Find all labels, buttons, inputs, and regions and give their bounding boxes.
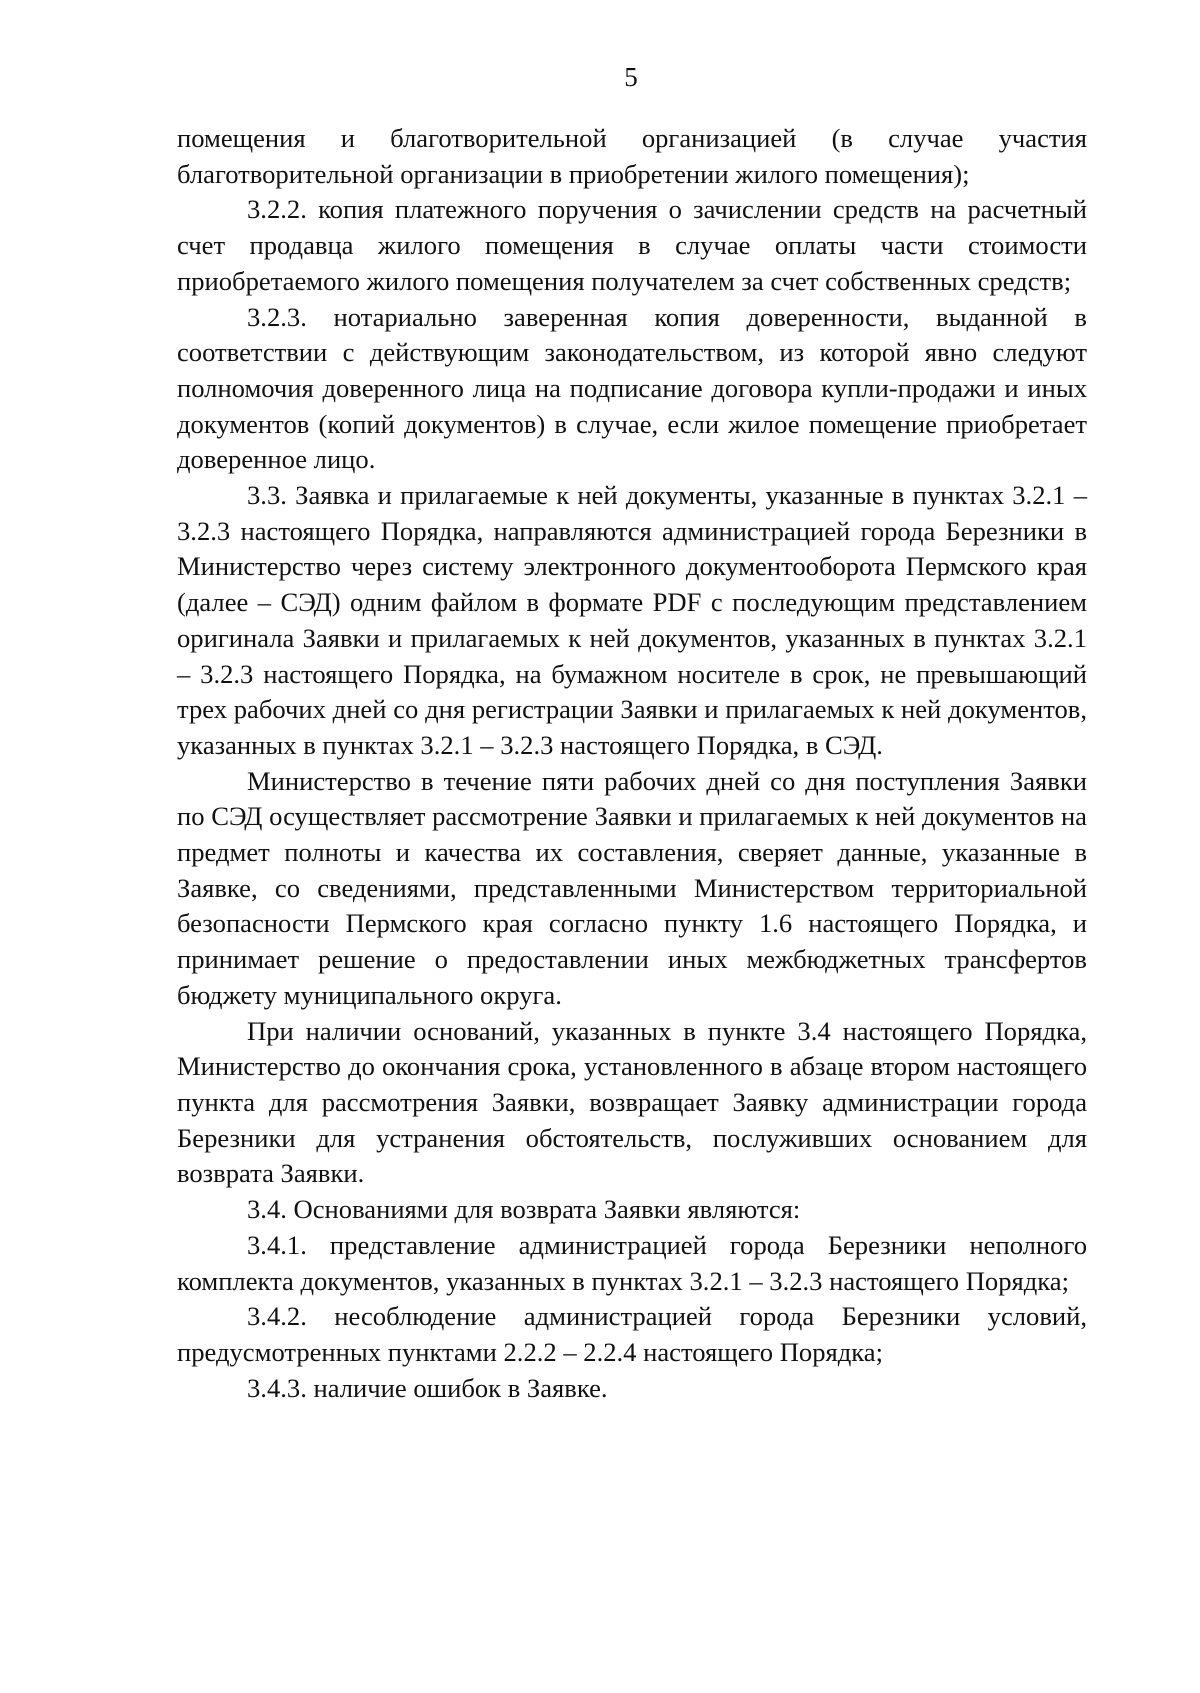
paragraph-3-4-3: 3.4.3. наличие ошибок в Заявке. xyxy=(247,1372,608,1403)
paragraph-continuation: помещения и благотворительной организацией (в случае участия благотворительной организации в приобретении жилого помещения); xyxy=(177,123,1087,189)
paragraph-3-4-2: 3.4.2. несоблюдение администрацией города Березники условий, предусмотренных пунктами 2.2.2 – 2.2.4 настоящего Порядка; xyxy=(177,1301,1087,1367)
paragraph-3-4-1: 3.4.1. представление администрацией города Березники неполного комплекта документов, указанных в пунктах 3.2.1 – 3.2.3 настоящего Порядка; xyxy=(177,1229,1087,1296)
paragraph-3-2-2: 3.2.2. копия платежного поручения о зачислении средств на расчетный счет продавца жилого помещения в случае оплаты части стоимости приобретаемого жилого помещения получателем за счет собственных средств; xyxy=(177,194,1087,296)
paragraph-return-grounds: При наличии оснований, указанных в пункте 3.4 настоящего Порядка, Министерство до окончания срока, установленного в абзаце втором настоящего пункта для рассмотрения Заявки, возвращает Заявку администрации города Березники для устранения обстоятельств, послуживших основанием для возврата Заявки. xyxy=(177,1015,1087,1189)
paragraph-3-4: 3.4. Основаниями для возврата Заявки являются: xyxy=(247,1194,801,1225)
paragraph-3-2-3: 3.2.3. нотариально заверенная копия доверенности, выданной в соответствии с действующим законодательством, из которой явно следуют полномочия доверенного лица на подписание договора купли-продажи и иных документов (копий документов) в случае, если жилое помещение приобретает доверенное лицо. xyxy=(177,301,1087,475)
document-body xyxy=(177,121,1087,1406)
paragraph-3-3: 3.3. Заявка и прилагаемые к ней документы, указанные в пунктах 3.2.1 – 3.2.3 настоящего Порядка, направляются администрацией города Березники в Министерство через систему электронного документооборота Пермского края (далее – СЭД) одним файлом в формате PDF с последующим представлением оригинала Заявки и прилагаемых к ней документов, указанных в пунктах 3.2.1 – 3.2.3 настоящего Порядка, на бумажном носителе в срок, не превышающий трех рабочих дней со дня регистрации Заявки и прилагаемых к ней документов, указанных в пунктах 3.2.1 – 3.2.3 настоящего Порядка, в СЭД. xyxy=(177,480,1087,760)
page-number: 5 xyxy=(624,62,638,92)
paragraph-ministry-review: Министерство в течение пяти рабочих дней со дня поступления Заявки по СЭД осуществляет рассмотрение Заявки и прилагаемых к ней документов на предмет полноты и качества их составления, сверяет данные, указанные в Заявке, со сведениями, представленными Министерством территориальной безопасности Пермского края согласно пункту 1.6 настоящего Порядка, и принимает решение о предоставлении иных межбюджетных трансфертов бюджету муниципального округа. xyxy=(177,765,1087,1010)
